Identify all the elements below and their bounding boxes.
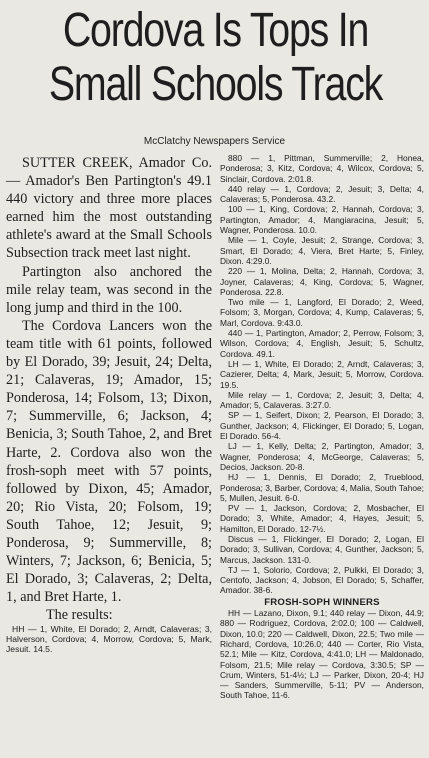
body-paragraph: Partington also anchored the mile relay team, was second in the long jump and third in the 100. (6, 263, 212, 316)
headline-line-1: Cordova Is Tops In (62, 4, 369, 57)
body-paragraph: SUTTER CREEK, Amador Co. — Amador's Ben Partington's 49.1 440 victory and three more places earned him the most outstanding athlete's award at the Small Schools Subsection track meet last night. (6, 155, 212, 262)
results-entry: Mile — 1, Coyle, Jesuit; 2, Strange, Cordova; 3, Smart, El Dorado; 4, Viera, Bret Harte; 5, Finley, Dixon. 4:29.0. (220, 235, 424, 266)
frosh-soph-heading: FROSH-SOPH WINNERS (264, 596, 380, 608)
results-entry: SP — 1, Seifert, Dixon; 2, Pearson, El Dorado; 3, Gunther, Jackson; 4, Flickinger, El Dorado; 5, Logan, El Dorado. 56-4. (220, 410, 424, 442)
results-entry: LH — 1, White, El Dorado; 2, Arndt, Calaveras; 3, Cazierer, Delta; 4, Mark, Jesuit; 5, Morrow, Cordova. 19.5. (220, 358, 424, 390)
results-entry: Mile relay — 1, Cordova; 2, Jesuit; 3, Delta; 4, Amador; 5, Calaveras. 3:27.0. (220, 389, 424, 411)
results-entry: 440 — 1, Partington, Amador; 2, Perrow, Folsom; 3, Wilson, Cordova; 4, English, Jesuit; 5, Schultz, Cordova. 49.1. (220, 328, 424, 359)
headline (45, 4, 385, 112)
results-entry: LJ — 1, Kelly, Delta; 2, Partington, Amador; 3, Wagner, Ponderosa; 4, McGeorge, Calaveras; 5, Decios, Jackson. 20-8. (220, 441, 424, 472)
article-body-column (6, 154, 212, 654)
results-entry: TJ — 1, Solorio, Cordova; 2, Pulkki, El Dorado; 3, Centofo, Jackson; 4, Jobson, El Dorado; 5, Schaffer, Amador. 38-6. (220, 564, 424, 596)
results-entry: HJ — 1, Dennis, El Dorado; 2, Trueblood, Ponderosa; 3, Barber, Cordova; 4, Malia, South Tahoe; 5, Mullen, Jesuit. 6-0. (220, 472, 424, 503)
results-entry: PV — 1, Jackson, Cordova; 2, Mosbacher, El Dorado; 3, White, Amador; 4, Hayes, Jesuit; 5, Hamilton, El Dorado. 12-7½. (220, 503, 424, 534)
results-entry: 440 relay — 1, Cordova; 2, Jesuit; 3, Delta; 4, Calaveras; 5, Ponderosa. 43.2. (220, 183, 424, 205)
results-entry: Two mile — 1, Langford, El Dorado; 2, Weed, Folsom; 3, Morgan, Cordova; 4, Kump, Calaveras; 5, Marl, Cordova. 9:43.0. (220, 297, 424, 328)
results-entry: 100 — 1, King, Cordova; 2, Hannah, Cordova; 3, Partington, Amador; 4, Mangiaracina, Jesuit; 5, Wagner, Ponderosa. 10.0. (220, 204, 424, 236)
results-column (220, 153, 424, 701)
frosh-soph-results: HH — Lazano, Dixon, 9.1; 440 relay — Dixon, 44.9; 880 — Rodriguez, Cordova, 2:02.0; 100 — Caldwell, Dixon, 10.0; 220 — Caldwell, Dixon, 22.5; Two mile — Richard, Cordova, 10:26.0; 440 — Corter, Rio Vista, 52.1; Mile — Kitz, Cordova, 4:41.0; LH — Maldonado, Folsom, 21.5; Mile relay — Cordova, 3:30.5; SP — Crum, Winters, 51-4½; LJ — Parker, Dixon, 20-4; HJ — Sanders, Summerville, 5-11; PV — Anderson, South Tahoe, 11-6. (220, 608, 424, 701)
results-entry: 880 — 1, Pittman, Summerville; 2, Honea, Ponderosa; 3, Kitz, Cordova; 4, Wilcox, Cordova; 5, Sinclair, Cordova. 2:01.8. (220, 153, 424, 184)
results-entry: HH — 1, White, El Dorado; 2, Arndt, Calaveras; 3, Halverson, Cordova; 4, Morrow, Cordova; 5, Mark, Jesuit. 14.5. (6, 624, 212, 655)
body-paragraph: The Cordova Lancers won the team title with 61 points, followed by El Dorado, 39; Jesuit, 24; Delta, 21; Calaveras, 19; Amador, 15; Ponderosa, 14; Folsom, 13; Dixon, 7; Summerville, 6; Jackson, 4; Benicia, 3; South Tahoe, 2, and Bret Harte, 2. Cordova also won the frosh-soph meet with 57 points, followed by Dixon, 45; Amador, 20; Rio Vista, 20; Folsom, 19; South Tahoe, 12; Jesuit, 9; Ponderosa, 9; Summerville, 8; Winters, 7; Jackson, 6; Benicia, 5; El Dorado, 3; Calaveras, 2; Delta, 1, and Bret Harte, 1. (6, 317, 212, 606)
headline-line-2: Small Schools Track (48, 58, 383, 111)
news-service-credit: McClatchy Newspapers Service (143, 136, 286, 147)
results-heading: The results: (46, 607, 113, 624)
results-entry: Discus — 1, Flickinger, El Dorado; 2, Logan, El Dorado; 3, Sullivan, Cordova; 4, Gunther, Jackson; 5, Marcus, Jackson. 131-0. (220, 533, 424, 565)
results-entry: 220 — 1, Molina, Delta; 2, Hannah, Cordova; 3, Joyner, Calaveras; 4, King, Cordova; 5, Wagner, Ponderosa. 22.8. (220, 266, 424, 297)
